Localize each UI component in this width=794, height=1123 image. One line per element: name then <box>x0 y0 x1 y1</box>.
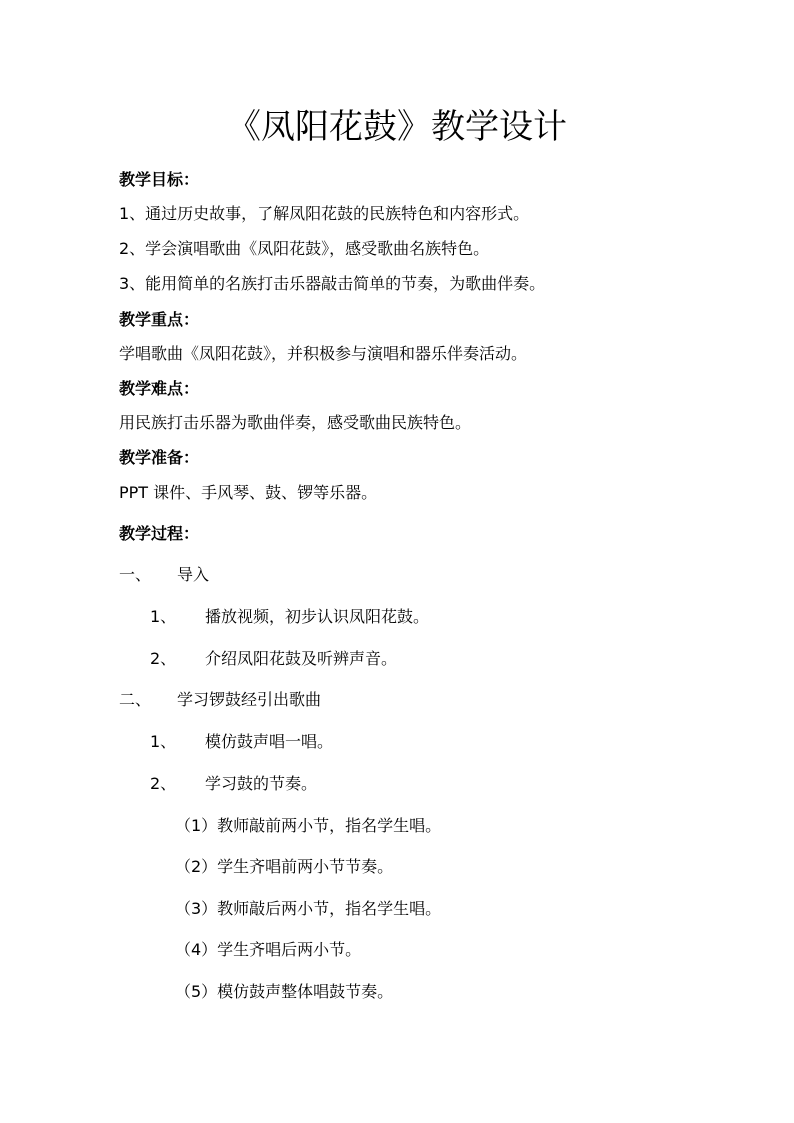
objective-item-1: 1、通过历史故事，了解凤阳花鼓的民族特色和内容形式。 <box>119 204 530 223</box>
section-2-step-1 <box>150 731 333 753</box>
step-text: 模仿鼓声唱一唱。 <box>205 732 334 751</box>
objectives-heading: 教学目标： <box>119 170 200 189</box>
section-1-step-1 <box>150 606 429 628</box>
step-number: 1、 <box>150 607 177 626</box>
objective-item-2: 2、学会演唱歌曲《凤阳花鼓》，感受歌曲名族特色。 <box>119 239 490 258</box>
step-number: 2、 <box>150 774 177 793</box>
substep-4: （4）学生齐唱后两小节。 <box>175 940 362 959</box>
process-section-2 <box>119 689 321 711</box>
preparation-heading: 教学准备： <box>119 448 200 467</box>
process-section-1 <box>119 564 209 586</box>
difficulties-text: 用民族打击乐器为歌曲伴奏，感受歌曲民族特色。 <box>119 413 472 432</box>
substep-2: （2）学生齐唱前两小节节奏。 <box>175 857 394 876</box>
section-title: 导入 <box>177 565 210 584</box>
document-title: 《凤阳花鼓》教学设计 <box>227 107 567 147</box>
objective-item-3: 3、能用简单的名族打击乐器敲击简单的节奏，为歌曲伴奏。 <box>119 274 546 293</box>
step-text: 介绍凤阳花鼓及听辨声音。 <box>205 649 398 668</box>
substep-3: （3）教师敲后两小节，指名学生唱。 <box>175 899 442 918</box>
section-number: 二、 <box>119 690 152 709</box>
key-points-text: 学唱歌曲《凤阳花鼓》，并积极参与演唱和器乐伴奏活动。 <box>119 344 528 363</box>
step-text: 播放视频，初步认识凤阳花鼓。 <box>205 607 430 626</box>
substep-5: （5）模仿鼓声整体唱鼓节奏。 <box>175 982 394 1001</box>
process-heading: 教学过程： <box>119 524 200 543</box>
step-number: 2、 <box>150 649 177 668</box>
section-title: 学习锣鼓经引出歌曲 <box>177 690 322 709</box>
substep-1: （1）教师敲前两小节，指名学生唱。 <box>175 816 442 835</box>
difficulties-heading: 教学难点： <box>119 379 200 398</box>
step-text: 学习鼓的节奏。 <box>205 774 318 793</box>
section-1-step-2 <box>150 648 397 670</box>
preparation-text: PPT 课件、手风琴、鼓、锣等乐器。 <box>119 483 378 502</box>
section-number: 一、 <box>119 565 152 584</box>
key-points-heading: 教学重点： <box>119 310 200 329</box>
section-2-step-2 <box>150 773 317 795</box>
step-number: 1、 <box>150 732 177 751</box>
